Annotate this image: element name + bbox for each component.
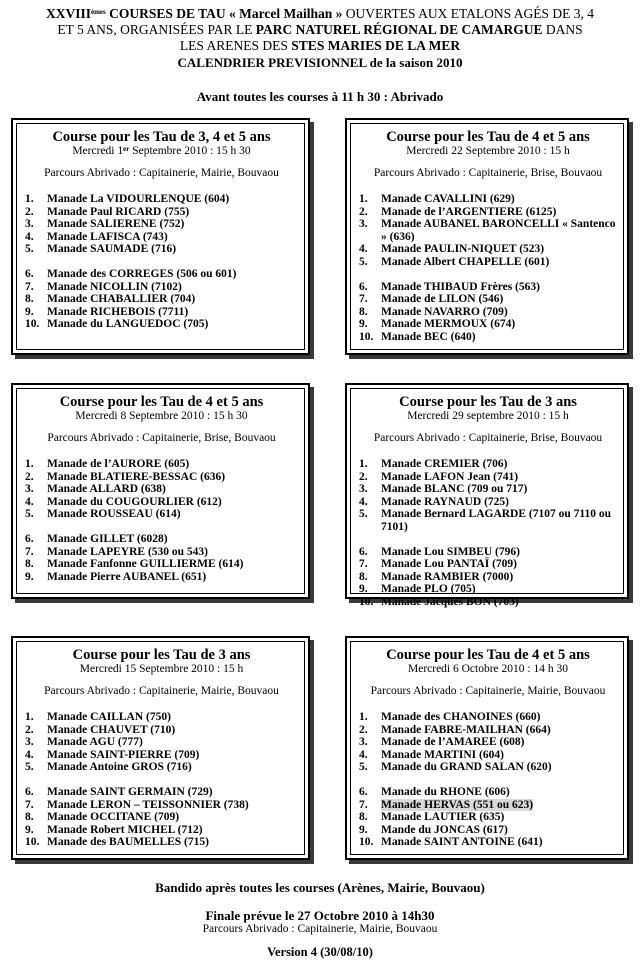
entry-number: 2. (25, 723, 34, 736)
entry-name: Manade du GRAND SALAN (620) (381, 761, 552, 774)
header-line-1: XXVIIIèmes COURSES DE TAU « Marcel Mailhan » OUVERTES AUX ETALONS AGÉS DE 3, 4 (45, 6, 595, 21)
entry-number: 5. (25, 508, 34, 521)
manade-entry (25, 533, 298, 546)
course-date: Mercredi 22 Septembre 2010 : 15 h (406, 145, 570, 157)
entry-number: 2. (359, 470, 368, 483)
entry-number: 4. (25, 748, 34, 761)
manade-entry (25, 306, 298, 319)
manade-entry (359, 306, 617, 319)
manade-entry (25, 761, 298, 774)
manade-list (359, 711, 617, 849)
entry-number: 9. (359, 583, 368, 596)
entry-name: Manade MARTINI (604) (381, 748, 504, 761)
entry-number: 10. (25, 836, 40, 849)
entry-number: 9. (25, 823, 34, 836)
entry-name: Manade LAPEYRE (530 ou 543) (47, 545, 209, 558)
course-parcours: Parcours Abrivado : Capitainerie, Brise, Bouvaou (373, 167, 603, 179)
entry-number: 2. (359, 205, 368, 218)
entry-number: 9. (25, 305, 34, 318)
entry-name: Manade de LILON (546) (381, 293, 504, 306)
entry-name: Manade LAFISCA (743) (47, 230, 168, 243)
document-header (0, 6, 640, 71)
entry-number: 1. (25, 458, 34, 470)
entry-number: 6. (359, 545, 368, 558)
manade-entry (359, 799, 617, 812)
manade-entry (359, 546, 617, 559)
entry-name: Manade Antoine GROS (716) (47, 761, 192, 774)
calendar-title: CALENDRIER PREVISIONNEL de la saison 2010 (177, 55, 463, 70)
entry-number: 5. (25, 761, 34, 774)
course-box-6 (345, 636, 629, 860)
manade-entry (359, 318, 617, 331)
manade-entry (25, 824, 298, 837)
manade-list (25, 193, 298, 331)
entry-number: 10. (359, 595, 374, 608)
entry-number: 6. (359, 785, 368, 798)
entry-name: Manade BLANC (709 ou 717) (381, 483, 528, 496)
entry-name: Manade Lou SIMBEU (796) (381, 545, 520, 558)
entry-name: Manade RAMBIER (7000) (381, 570, 514, 583)
entry-name: Manade LAFON Jean (741) (381, 470, 519, 483)
entry-name: Manade CREMIER (706) (381, 458, 508, 470)
course-date: Mercredi 15 Septembre 2010 : 15 h (79, 663, 244, 675)
course-box-4 (345, 383, 629, 608)
course-date: Mercredi 1er Septembre 2010 : 15 h 30 (72, 145, 251, 157)
entry-number: 3. (359, 736, 368, 749)
entry-number: 9. (359, 318, 368, 331)
course-date: Mercredi 6 Octobre 2010 : 14 h 30 (407, 663, 568, 675)
entry-number: 7. (25, 280, 34, 293)
header-line-2: ET 5 ANS, ORGANISÉES PAR LE PARC NATUREL RÉGIONAL DE CAMARGUE DANS (57, 22, 583, 37)
manade-entry (25, 749, 298, 762)
manade-list (25, 458, 298, 583)
entry-name: Manade de l’AURORE (605) (47, 458, 190, 470)
entry-name: Manade SAINT-PIERRE (709) (47, 748, 200, 761)
entry-number: 6. (25, 267, 34, 280)
course-box-2 (345, 118, 629, 355)
manade-entry (25, 711, 298, 724)
entry-name: Mande du JONCAS (617) (381, 823, 508, 836)
course-date: Mercredi 29 septembre 2010 : 15 h (407, 410, 569, 422)
manade-entry (25, 799, 298, 812)
manade-entry (359, 736, 617, 749)
entry-number: 10. (359, 836, 374, 849)
course-title: Course pour les Tau de 4 et 5 ans (59, 394, 264, 410)
entry-number: 1. (359, 458, 368, 470)
manade-list (359, 193, 617, 344)
manade-entry (359, 458, 617, 471)
entry-number: 3. (25, 483, 34, 496)
entry-name: Manade Robert MICHEL (712) (47, 823, 203, 836)
entry-name: Manade Jacques BON (703) (381, 595, 519, 608)
manade-entry (25, 193, 298, 206)
entry-number: 1. (25, 711, 34, 723)
entry-name: Manade THIBAUD Frères (563) (381, 280, 540, 293)
entry-name: Manade du RHONE (606) (381, 785, 510, 798)
manade-entry (359, 281, 617, 294)
manade-entry (359, 583, 617, 596)
manade-entry (359, 749, 617, 762)
entry-name: Manade MERMOUX (674) (381, 318, 516, 331)
manade-entry (359, 293, 617, 306)
manade-entry (25, 293, 298, 306)
entry-name: Manade Bernard LAGARDE (7107 ou 7110 ou 7101) (381, 508, 612, 533)
course-parcours: Parcours Abrivado : Capitainerie, Brise, Bouvaou (47, 432, 276, 444)
manade-entry (359, 206, 617, 219)
manade-entry (359, 711, 617, 724)
entry-name: Manade Lou PANTAÏ (709) (381, 558, 517, 571)
entry-number: 3. (359, 483, 368, 496)
entry-name: Manade Pierre AUBANEL (651) (47, 570, 207, 583)
manade-entry (359, 824, 617, 837)
course-box-inner (16, 388, 305, 594)
entry-number: 1. (359, 711, 368, 723)
entry-number: 8. (25, 293, 34, 306)
manade-entry (25, 836, 298, 849)
header-line-3: LES ARENES DES STES MARIES DE LA MER (179, 38, 461, 53)
manade-entry (359, 811, 617, 824)
manade-entry (25, 558, 298, 571)
entry-number: 4. (359, 748, 368, 761)
manade-list (359, 458, 617, 609)
entry-number: 2. (25, 470, 34, 483)
entry-number: 10. (359, 330, 374, 343)
course-parcours: Parcours Abrivado : Capitainerie, Mairie, Bouvaou (44, 167, 279, 179)
entry-name: Manade Paul RICARD (755) (47, 205, 190, 218)
entry-number: 4. (25, 230, 34, 243)
manade-entry (25, 281, 298, 294)
entry-number: 8. (25, 558, 34, 571)
manade-entry (25, 206, 298, 219)
manade-entry (25, 218, 298, 231)
entry-number: 9. (359, 823, 368, 836)
finale-parcours: Parcours Abrivado : Capitainerie, Mairie, Bouvaou (202, 923, 438, 935)
manade-entry (25, 318, 298, 331)
manade-entry (359, 193, 617, 206)
entry-name: Manade de l’AMAREE (608) (381, 736, 525, 749)
manade-entry (25, 471, 298, 484)
manade-entry (25, 496, 298, 509)
entry-number: 7. (25, 545, 34, 558)
entry-name: Manade Fanfonne GUILLIERME (614) (47, 558, 244, 571)
entry-name: Manade des BAUMELLES (715) (47, 836, 209, 849)
entry-number: 7. (359, 293, 368, 306)
entry-name: Manade RICHEBOIS (7711) (47, 305, 189, 318)
course-title: Course pour les Tau de 4 et 5 ans (386, 129, 590, 145)
entry-name: Manade NICOLLIN (7102) (47, 280, 182, 293)
entry-number: 3. (25, 736, 34, 749)
entry-number: 5. (359, 255, 368, 268)
entry-number: 5. (25, 243, 34, 256)
entry-number: 8. (359, 811, 368, 824)
entry-name: Manade GILLET (6028) (47, 532, 168, 545)
manade-entry (359, 786, 617, 799)
manade-entry (359, 571, 617, 584)
entry-name: Manade des CHANOINES (660) (381, 711, 541, 723)
entry-name: Manade Albert CHAPELLE (601) (381, 255, 550, 268)
manade-entry (359, 256, 617, 269)
manade-entry (25, 458, 298, 471)
version-label: Version 4 (30/08/10) (267, 945, 373, 959)
entry-name: Manade RAYNAUD (725) (381, 495, 509, 508)
course-box-inner (16, 123, 305, 350)
entry-number: 2. (359, 723, 368, 736)
manade-entry (25, 243, 298, 256)
entry-name: Manade du COUGOURLIER (612) (47, 495, 222, 508)
entry-number: 1. (359, 193, 368, 205)
manade-entry (25, 508, 298, 521)
course-box-inner (350, 641, 624, 855)
manade-entry (359, 724, 617, 737)
entry-number: 4. (359, 243, 368, 256)
entry-name: Manade SAUMADE (716) (47, 243, 177, 256)
course-title: Course pour les Tau de 3 ans (72, 647, 251, 663)
manade-entry (25, 736, 298, 749)
manade-entry (25, 571, 298, 584)
course-box-inner (350, 388, 624, 608)
course-parcours: Parcours Abrivado : Capitainerie, Mairie, Bouvaou (44, 685, 279, 697)
entry-name: Manade CHABALLIER (704) (47, 293, 196, 306)
entry-number: 4. (25, 495, 34, 508)
manade-entry (359, 508, 617, 533)
manade-entry (25, 231, 298, 244)
entry-name: Manade ALLARD (638) (47, 483, 166, 496)
entry-name: Manade LERON – TEISSONNIER (738) (47, 798, 249, 811)
manade-entry (359, 471, 617, 484)
course-title: Course pour les Tau de 4 et 5 ans (386, 647, 590, 663)
manade-entry (25, 724, 298, 737)
manade-entry (359, 496, 617, 509)
course-parcours: Parcours Abrivado : Capitainerie, Brise, Bouvaou (373, 432, 603, 444)
entry-name: Manade BEC (640) (381, 330, 476, 343)
manade-list (25, 711, 298, 849)
manade-entry (25, 546, 298, 559)
entry-name: Manade PLO (705) (381, 583, 476, 596)
course-box-inner (350, 123, 624, 350)
entry-number: 6. (25, 785, 34, 798)
course-title: Course pour les Tau de 3, 4 et 5 ans (52, 129, 271, 145)
entry-number: 8. (359, 570, 368, 583)
entry-name: Manade des CORREGES (506 ou 601) (47, 267, 237, 280)
entry-number: 3. (359, 218, 368, 231)
manade-entry (359, 331, 617, 344)
course-date: Mercredi 8 Septembre 2010 : 15 h 30 (75, 410, 248, 422)
manade-entry (359, 243, 617, 256)
manade-entry (25, 268, 298, 281)
manade-entry (359, 836, 617, 849)
entry-name: Manade SAINT ANTOINE (641) (381, 836, 543, 849)
manade-entry (25, 786, 298, 799)
course-box-1 (11, 118, 310, 355)
entry-name: Manade OCCITANE (709) (47, 811, 180, 824)
abrivado-note: Avant toutes les courses à 11 h 30 : Abrivado (196, 89, 444, 104)
entry-number: 10. (25, 318, 40, 331)
entry-name: Manade SAINT GERMAIN (729) (47, 785, 213, 798)
manade-entry (359, 218, 617, 243)
entry-name: Manade CAILLAN (750) (47, 711, 171, 723)
entry-name: Manade FABRE-MAILHAN (664) (381, 723, 551, 736)
manade-entry (359, 761, 617, 774)
finale-note: Finale prévue le 27 Octobre 2010 à 14h30 (205, 908, 435, 923)
manade-entry (25, 811, 298, 824)
manade-entry (359, 558, 617, 571)
entry-number: 3. (25, 218, 34, 231)
entry-name: Manade du LANGUEDOC (705) (47, 318, 209, 331)
entry-name: Manade La VIDOURLENQUE (604) (47, 193, 230, 205)
entry-number: 8. (359, 305, 368, 318)
entry-name: Manade de l’ARGENTIERE (6125) (381, 205, 557, 218)
entry-number: 7. (359, 798, 368, 811)
manade-entry (25, 483, 298, 496)
manade-entry (359, 596, 617, 609)
course-box-inner (16, 641, 305, 855)
entry-number: 1. (25, 193, 34, 205)
manade-entry (359, 483, 617, 496)
bandido-note: Bandido après toutes les courses (Arènes, Mairie, Bouvaou) (155, 880, 485, 895)
course-box-5 (11, 636, 310, 860)
entry-number: 7. (25, 798, 34, 811)
entry-name: Manade BLATIERE-BESSAC (636) (47, 470, 226, 483)
entry-name: Manade SALIERENE (752) (47, 218, 185, 231)
course-box-3 (11, 383, 310, 599)
entry-number: 6. (25, 532, 34, 545)
entry-name: Manade AGU (777) (47, 736, 143, 749)
entry-number: 7. (359, 558, 368, 571)
entry-name: Manade NAVARRO (709) (381, 305, 508, 318)
entry-name: Manade AUBANEL BARONCELLI « Santenco » (636) (381, 218, 616, 243)
entry-name: Manade CHAUVET (710) (47, 723, 176, 736)
entry-name: Manade PAULIN-NIQUET (523) (381, 243, 545, 256)
entry-number: 5. (359, 508, 368, 521)
entry-number: 6. (359, 280, 368, 293)
entry-name: Manade LAUTIER (635) (381, 811, 505, 824)
entry-name: Manade CAVALLINI (629) (381, 193, 515, 205)
entry-number: 8. (25, 811, 34, 824)
course-title: Course pour les Tau de 3 ans (399, 394, 577, 410)
course-parcours: Parcours Abrivado : Capitainerie, Mairie, Bouvaou (370, 685, 606, 697)
entry-number: 9. (25, 570, 34, 583)
entry-name: Manade ROUSSEAU (614) (47, 508, 181, 521)
entry-number: 4. (359, 495, 368, 508)
entry-number: 2. (25, 205, 34, 218)
entry-number: 5. (359, 761, 368, 774)
entry-name: Manade HERVAS (551 ou 623) (381, 798, 534, 811)
